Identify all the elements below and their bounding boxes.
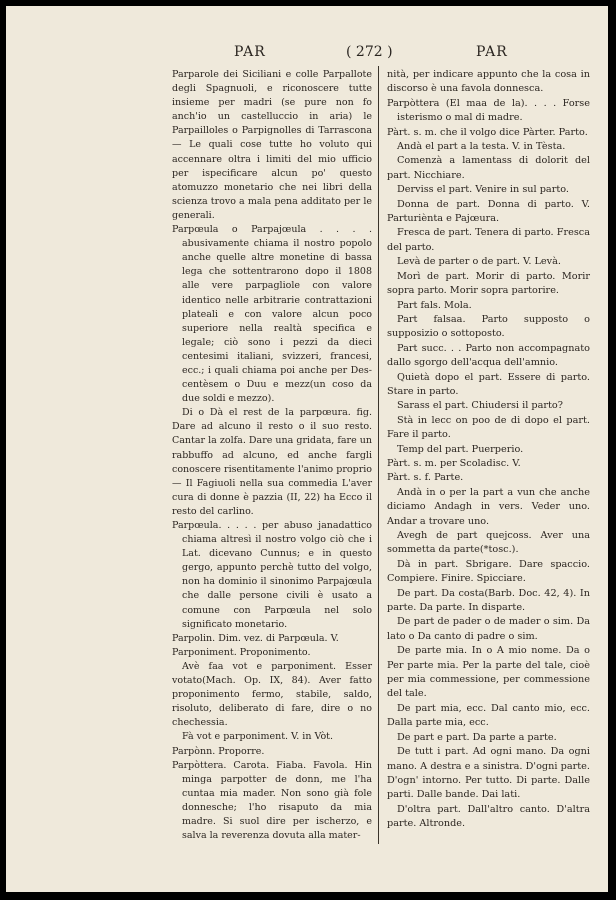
header-right-word: PAR — [476, 44, 508, 60]
entry-paragraph: Parpœula. . . . . per abuso janadattico chiama altresì il nostro volgo ciò che i Lat. dicevano Cunnus; e in questo gergo, appunto perchè tutto del volgo, non ha dominio il sinonimo Parpajœula che dalle persone civili è usato a comune con Parpœula nel solo significato monetario. — [172, 520, 372, 630]
entry-paragraph: Parpòttera. Carota. Fiaba. Favola. Hin minga parpotter de donn, me l'ha cuntaa mia mader. Non sono già fole donnesche; l'ho risaputo da mia madre. Si suol dire per ischerzo, e salva la reverenza dovuta alla mater- — [172, 759, 372, 842]
entry-paragraph: Pàrt. s. m. per Scoladisc. V. — [387, 457, 521, 469]
entry-paragraph: Quietà dopo el part. Essere di parto. Stare in parto. — [387, 371, 590, 397]
entry-paragraph: Avè faa vot e parponiment. Esser votato(Mach. Op. IX, 84). Aver fatto proponimento fermo, stabile, saldo, risoluto, deliberato di fare, dire o no chechessia. — [172, 660, 372, 729]
entry-paragraph: De parte mia. In o A mio nome. Da o Per parte mia. Per la parte del tale, cioè per mia commessione, per commessione del tale. — [387, 645, 590, 700]
column-divider — [378, 66, 379, 844]
entry-paragraph: Parparole dei Siciliani e colle Parpallote degli Spagnuoli, e riconoscere tutte insieme per madri (se pure non fo anch'io un castelluccio in aria) le Parpailloles o Parpignolles di Tarrascona — Le quali cose tutte ho voluto qui accennare oltra i limiti del mio ufficio per ispecificare alcun po' questo atomuzzo monetario che nei libri della scienza trovo a mala pena additato per le generali. — [172, 69, 372, 221]
entry-paragraph: Part falsaa. Parto supposto o supposizio o sottoposto. — [387, 313, 590, 340]
entry-paragraph: Parpònn. Proporre. — [172, 745, 265, 757]
entry-paragraph: Fresca de part. Tenera di parto. Fresca del parto. — [387, 227, 590, 253]
entry-paragraph: Comenzà a lamentass di dolorit del part. Nicchiare. — [387, 155, 590, 181]
entry-paragraph: Dà in part. Sbrigare. Dare spaccio. Compiere. Finire. Spicciare. — [387, 558, 590, 585]
entry-paragraph: nità, per indicare appunto che la cosa in discorso è una favola donnesca. — [387, 69, 590, 95]
entry-paragraph: Avegh de part quejcoss. Aver una sommetta da parte(*tosc.). — [387, 530, 590, 556]
dictionary-page — [6, 6, 608, 892]
right-column — [387, 68, 590, 832]
entry-paragraph: Sarass el part. Chiudersi il parto? — [397, 400, 563, 412]
entry-paragraph: Fà vot e parponiment. V. in Vòt. — [182, 731, 334, 743]
entry-paragraph: Part succ. . . Parto non accompagnato dallo sgorgo dell'acqua dell'amnio. — [387, 342, 590, 369]
entry-paragraph: De part. Da costa(Barb. Doc. 42, 4). In parte. Da parte. In disparte. — [387, 587, 590, 614]
entry-paragraph: Derviss el part. Venire in sul parto. — [397, 184, 569, 196]
entry-paragraph: Morì de part. Morir di parto. Morir sopra parto. Morir sopra partorire. — [387, 270, 590, 297]
header-left-word: PAR — [234, 44, 266, 60]
running-header — [6, 44, 608, 64]
entry-paragraph: Pàrt. s. m. che il volgo dice Pàrter. Parto. — [387, 126, 588, 138]
entry-paragraph: Pàrt. s. f. Parte. — [387, 472, 464, 484]
entry-paragraph: Andà el part a la testa. V. in Tèsta. — [397, 141, 566, 153]
entry-paragraph: De part e part. Da parte a parte. — [397, 731, 557, 743]
entry-paragraph: Stà in lecc on poo de di dopo el part. Fare il parto. — [387, 414, 590, 441]
left-column — [172, 68, 372, 843]
entry-paragraph: Parponiment. Proponimento. — [172, 646, 311, 658]
entry-paragraph: Andà in o per la part a vun che anche diciamo Andagh in vers. Veder uno. Andar a trovare uno. — [387, 486, 590, 527]
page-number: ( 272 ) — [346, 44, 393, 60]
entry-paragraph: D'oltra part. Dall'altro canto. D'altra parte. Altronde. — [387, 803, 590, 830]
entry-paragraph: Part fals. Mola. — [397, 299, 472, 311]
entry-paragraph: Temp del part. Puerperio. — [397, 443, 524, 455]
entry-paragraph: Donna de part. Donna di parto. V. Parturiènta e Pajœura. — [387, 198, 590, 225]
entry-paragraph: Parpolin. Dim. vez. di Parpœula. V. — [172, 632, 339, 644]
entry-paragraph: De tutt i part. Ad ogni mano. Da ogni mano. A destra e a sinistra. D'ogni parte. D'ogn' intorno. Per tutto. Di parte. Dalle parti. Dalle bande. Dai lati. — [387, 746, 590, 801]
entry-paragraph: Levà de parter o de part. V. Levà. — [397, 256, 561, 268]
entry-paragraph: Parpòttera (El maa de la). . . . Forse isterismo o mal di madre. — [387, 97, 590, 124]
entry-paragraph: Parpœula o Parpajœula . . . . abusivamente chiama il nostro popolo anche quelle altre monetine di bassa lega che sottentrarono dopo il 1808 alle vere parpagliole con valore identico nelle arbitrarie contrattazioni plateali e con valore alcun poco superiore nella realtà specifica e legale; ciò sono i pezzi da dieci centesimi italiani, svizzeri, francesi, ecc.; i quali chiama poi anche per Des-centèsem o Duu e mezz(un coso da due soldi e mezzo). — [172, 224, 372, 405]
entry-paragraph: De part mia, ecc. Dal canto mio, ecc. Dalla parte mia, ecc. — [387, 702, 590, 729]
entry-paragraph: De part de pader o de mader o sim. Da lato o Da canto di padre o sim. — [387, 616, 590, 642]
entry-paragraph: Di o Dà el rest de la parpœura. fig. Dare ad alcuno il resto o il suo resto. Cantar la zolfa. Dare una gridata, fare un rabbuffo ad alcuno, ed anche fargli conoscere risentitamente l'animo proprio — Il Fagiuoli nella sua commedia L'aver cura di donne è pazzia (II, 22) ha Ecco il resto del carlino. — [172, 407, 372, 517]
